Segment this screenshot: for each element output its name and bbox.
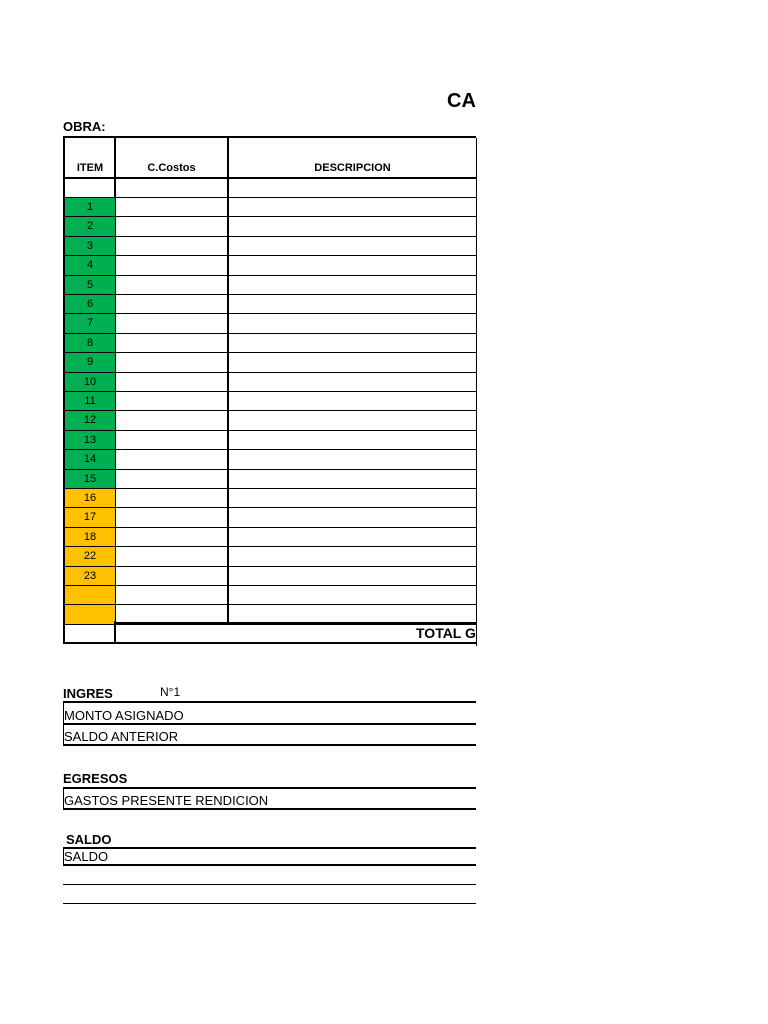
col-divider: [227, 138, 229, 622]
row-divider: [65, 255, 477, 256]
section-line: [63, 808, 476, 810]
row-divider: [65, 566, 477, 567]
item-number-cell: 12: [65, 411, 115, 429]
row-divider: [65, 236, 477, 237]
section-line: [63, 903, 476, 904]
col-divider: [114, 622, 116, 644]
row-divider: [65, 430, 477, 431]
item-number-cell: 13: [65, 431, 115, 449]
row-divider: [65, 507, 477, 508]
item-number-cell: 23: [65, 567, 115, 585]
row-divider: [65, 604, 477, 605]
section-line: [63, 884, 476, 885]
item-number-cell: 8: [65, 334, 115, 352]
row-divider: [65, 488, 477, 489]
obra-label: OBRA:: [63, 119, 106, 134]
item-number-cell: 4: [65, 256, 115, 274]
row-divider: [65, 372, 477, 373]
item-number-cell: 6: [65, 295, 115, 313]
row-divider: [65, 546, 477, 547]
item-number-cell: 14: [65, 450, 115, 468]
section-line: [63, 701, 476, 703]
item-number-cell: [65, 586, 115, 604]
monto-asignado-label: MONTO ASIGNADO: [64, 708, 184, 723]
saldo-title: SALDO: [66, 832, 112, 847]
row-divider: [65, 197, 477, 198]
item-number-cell: 3: [65, 237, 115, 255]
row-divider: [65, 391, 477, 392]
row-divider: [65, 585, 477, 586]
item-number-cell: 10: [65, 373, 115, 391]
row-divider: [65, 275, 477, 276]
row-divider: [65, 294, 477, 295]
row-divider: [65, 313, 477, 314]
section-line: [63, 864, 476, 866]
page-title: CA: [447, 90, 476, 112]
item-number-cell: 5: [65, 276, 115, 294]
ingresos-number: N°1: [160, 685, 181, 699]
saldo-label: SALDO: [64, 849, 109, 864]
column-header-descripcion: DESCRIPCION: [314, 162, 391, 174]
section-line: [63, 744, 476, 746]
column-header-item: ITEM: [76, 162, 104, 174]
section-line: [63, 723, 476, 725]
egresos-title: EGRESOS: [63, 771, 128, 786]
row-divider: [65, 216, 477, 217]
header-divider: [65, 177, 477, 179]
total-row-top: [114, 622, 477, 624]
item-number-cell: 9: [65, 353, 115, 371]
item-number-cell: 15: [65, 470, 115, 488]
row-divider: [65, 449, 477, 450]
item-number-cell: 11: [65, 392, 115, 410]
item-number-cell: 7: [65, 314, 115, 332]
item-number-cell: 22: [65, 547, 115, 565]
items-table: [63, 136, 476, 644]
row-divider: [65, 410, 477, 411]
gastos-label: GASTOS PRESENTE RENDICION: [64, 793, 269, 808]
ingresos-title: INGRES: [63, 686, 113, 701]
item-number-cell: 16: [65, 489, 115, 507]
table-right-edge: [476, 138, 477, 646]
section-line: [63, 847, 476, 849]
row-divider: [65, 469, 477, 470]
item-number-cell: 1: [65, 198, 115, 216]
row-divider: [65, 333, 477, 334]
item-number-cell: 2: [65, 217, 115, 235]
item-number-cell: 18: [65, 528, 115, 546]
total-label: TOTAL G: [416, 625, 476, 641]
row-divider: [65, 527, 477, 528]
column-header-ccostos: C.Costos: [147, 162, 196, 174]
section-line: [63, 787, 476, 789]
item-number-cell: 17: [65, 508, 115, 526]
saldo-anterior-label: SALDO ANTERIOR: [64, 729, 179, 744]
row-divider: [65, 352, 477, 353]
item-number-cell: [65, 605, 115, 623]
